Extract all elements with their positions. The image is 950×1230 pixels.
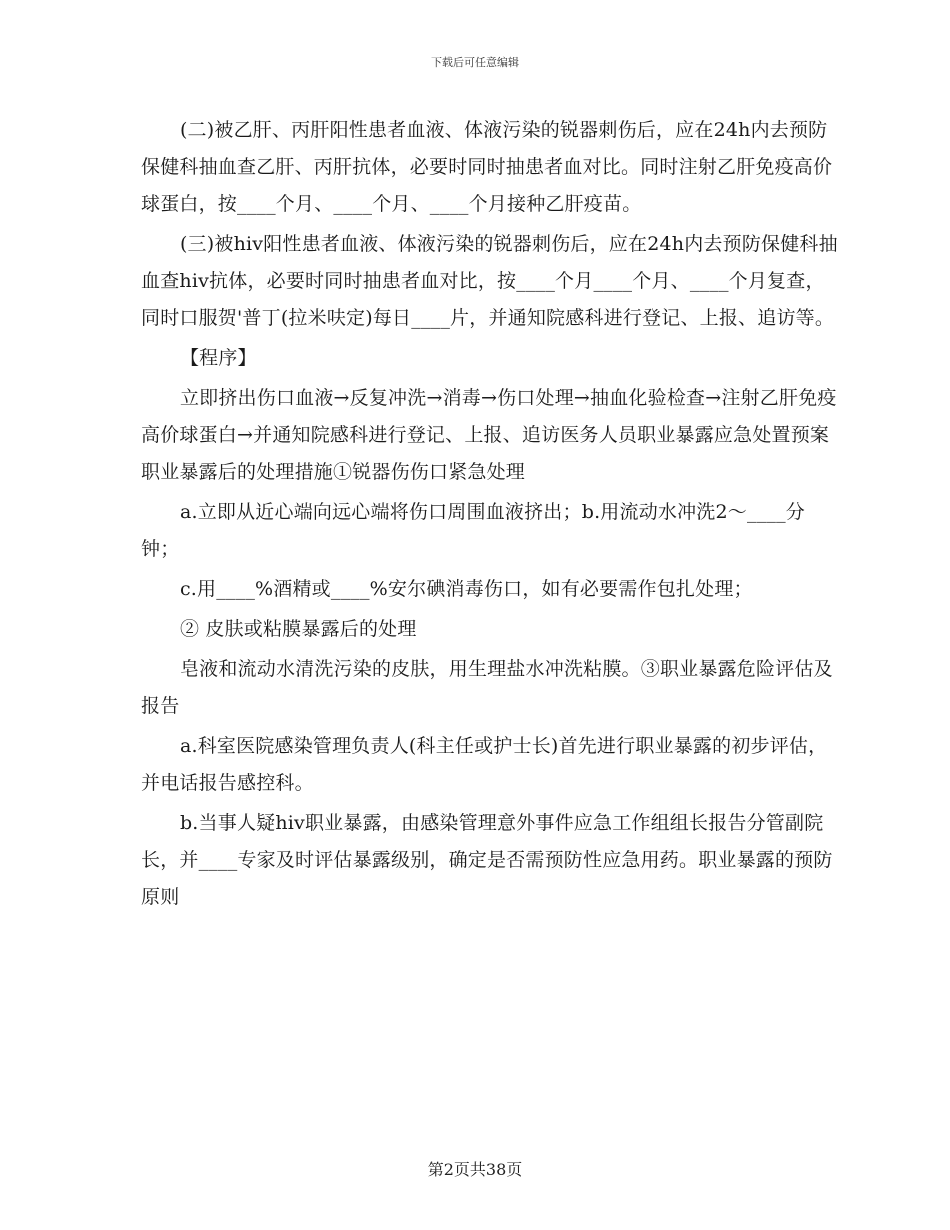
page-number: 第2页共38页 (427, 1160, 523, 1179)
paragraph-skin-mucosa: 皂液和流动水清洗污染的皮肤，用生理盐水冲洗粘膜。③职业暴露危险评估及报告 (141, 658, 833, 717)
paragraph-step-a: a.立即从近心端向远心端将伤口周围血液挤出；b.用流动水冲洗2～____分钟； (141, 501, 805, 560)
subheading-skin-mucosa: ② 皮肤或粘膜暴露后的处理 (179, 618, 417, 640)
paragraph-procedure-steps: 立即挤出伤口血液→反复冲洗→消毒→伤口处理→抽血化验检查→注射乙肝免疫高价球蛋白→并通知院感科进行登记、上报、追访医务人员职业暴露应急处置预案职业暴露后的处理措施①锐器伤伤口紧急处理 (141, 387, 837, 483)
section-heading-procedure: 【程序】 (179, 347, 257, 369)
paragraph-assessment-a: a.科室医院感染管理负责人(科主任或护士长)首先进行职业暴露的初步评估，并电话报告感控科。 (141, 735, 828, 794)
paragraph-hbv-hcv: (二)被乙肝、丙肝阳性患者血液、体液污染的锐器刺伤后，应在24h内去预防保健科抽血查乙肝、丙肝抗体，必要时同时抽患者血对比。同时注射乙肝免疫高价球蛋白，按____个月、____个月、____个月接种乙肝疫苗。 (141, 119, 833, 215)
paragraph-step-c: c.用____%酒精或____%安尔碘消毒伤口，如有必要需作包扎处理； (179, 578, 753, 600)
paragraph-hiv: (三)被hiv阳性患者血液、体液污染的锐器刺伤后，应在24h内去预防保健科抽血查hiv抗体，必要时同时抽患者血对比，按____个月____个月、____个月复查，同时口服贺'普丁(拉米呋定)每日____片，并通知院感科进行登记、上报、追访等。 (141, 233, 838, 329)
document-body (141, 112, 841, 919)
paragraph-assessment-b: b.当事人疑hiv职业暴露，由感染管理意外事件应急工作组组长报告分管副院长，并____专家及时评估暴露级别，确定是否需预防性应急用药。职业暴露的预防原则 (141, 812, 833, 908)
page-header: 下载后可任意编辑 (431, 56, 519, 69)
